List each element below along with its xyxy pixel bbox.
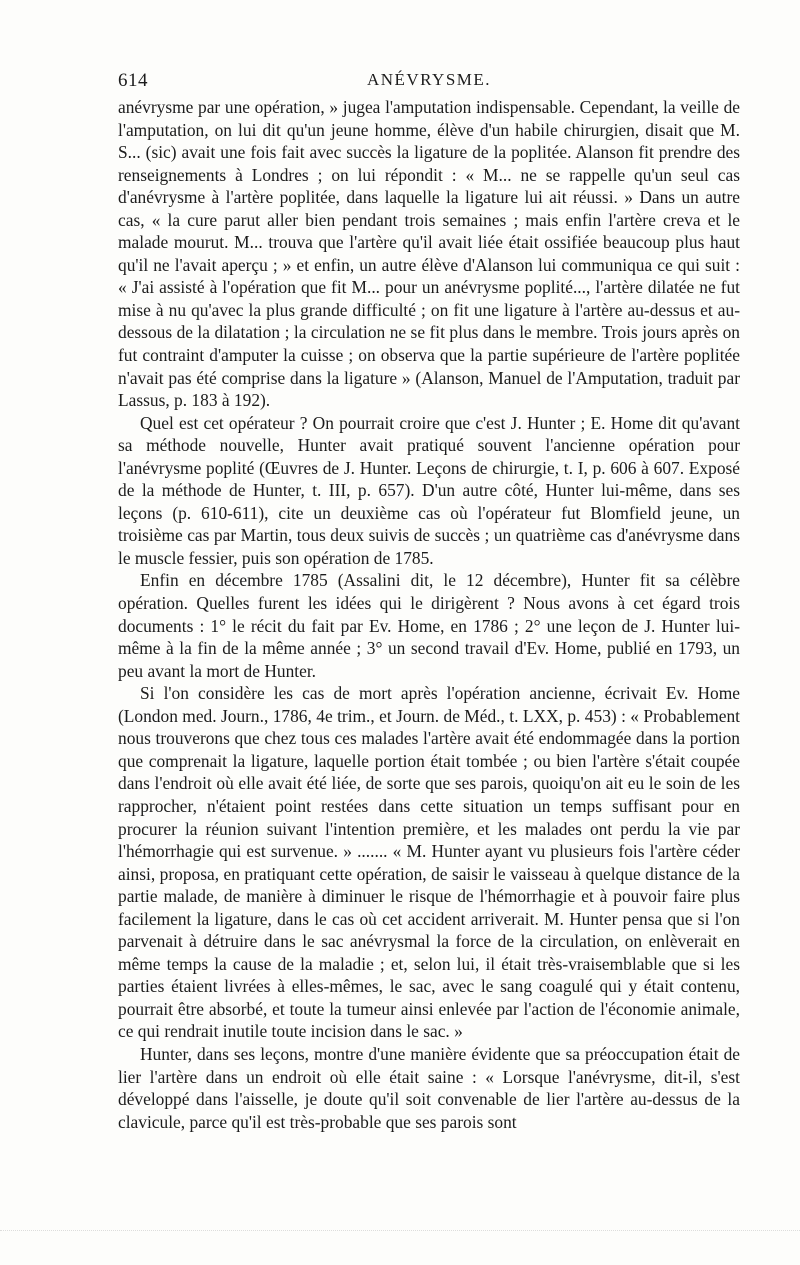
scan-speckle-line bbox=[0, 1230, 800, 1232]
page-number: 614 bbox=[118, 70, 148, 91]
paragraph-5: Hunter, dans ses leçons, montre d'une manière évidente que sa préoccupation était de lier l'artère dans un endroit où elle était saine : « Lorsque l'anévrysme, dit-il, s'est développé dans l'aisselle, je doute qu'il soit convenable de lier l'artère au-dessus de la clavicule, parce qu'il est très-probable que ses parois sont bbox=[118, 1043, 740, 1132]
paragraph-1: anévrysme par une opération, » jugea l'amputation indispensable. Cependant, la veille de l'amputation, on lui dit qu'un jeune homme, élève d'un habile chirurgien, disait que M. S... (sic) avait une fois fait avec succès la ligature de la poplitée. Alanson fit prendre des renseignements à Londres ; on lui répondit : « M... ne se rappelle qu'un seul cas d'anévrysme à l'artère poplitée, dans laquelle la ligature lui ait réussi. » Dans un autre cas, « la cure parut aller bien pendant trois semaines ; mais enfin l'artère creva et le malade mourut. M... trouva que l'artère qu'il avait liée était ossifiée beaucoup plus haut qu'il ne l'avait aperçu ; » et enfin, un autre élève d'Alanson lui communiqua ce qui suit : « J'ai assisté à l'opération que fit M... pour un anévrysme poplité..., l'artère dilatée ne fut mise à nu qu'avec la plus grande difficulté ; on fit une ligature à l'artère au-dessus et au-dessous de la dilatation ; la circulation ne se fit plus dans le membre. Trois jours après on fut contraint d'amputer la cuisse ; on observa que la partie supérieure de l'artère poplitée n'avait pas été comprise dans la ligature » (Alanson, Manuel de l'Amputation, traduit par Lassus, p. 183 à 192). bbox=[118, 97, 740, 411]
running-title: ANÉVRYSME. bbox=[366, 70, 492, 89]
body-text bbox=[118, 96, 740, 1133]
paragraph-4: Si l'on considère les cas de mort après l'opération ancienne, écrivait Ev. Home (London med. Journ., 1786, 4e trim., et Journ. de Méd., t. LXX, p. 453) : « Probablement nous trouverons que chez tous ces malades l'artère avait été endommagée dans la portion que comprenait la ligature, laquelle portion était tombée ; ou bien l'artère s'était coupée dans l'endroit où elle avait été liée, de sorte que ses parois, quoiqu'on ait eu le soin de les rapprocher, n'étaient point restées dans cette situation un temps suffisant pour en procurer la réunion suivant l'intention première, et les malades ont perdu la vie par l'hémorrhagie qui est survenue. » ....... « M. Hunter ayant vu plusieurs fois l'artère céder ainsi, proposa, en pratiquant cette opération, de saisir le vaisseau à quelque distance de la partie malade, de manière à diminuer le risque de l'hémorrhagie et à pouvoir faire plus facilement la ligature, dans le cas où cet accident arriverait. M. Hunter pensa que si l'on parvenait à détruire dans le sac anévrysmal la force de la circulation, on enlèverait en même temps la cause de la maladie ; et, selon lui, il était très-vraisemblable que si les parties étaient livrées à elles-mêmes, le sac, avec le sang coagulé qui y était contenu, pourrait être absorbé, et toute la tumeur ainsi enlevée par l'action de l'économie animale, ce qui rendrait inutile toute incision dans le sac. » bbox=[118, 683, 740, 1042]
paragraph-2: Quel est cet opérateur ? On pourrait croire que c'est J. Hunter ; E. Home dit qu'avant sa méthode nouvelle, Hunter avait pratiqué souvent l'ancienne opération pour l'anévrysme poplité (Œuvres de J. Hunter. Leçons de chirurgie, t. I, p. 606 à 607. Exposé de la méthode de Hunter, t. III, p. 657). D'un autre côté, Hunter lui-même, dans ses leçons (p. 610-611), cite un deuxième cas où l'opérateur fut Blomfield jeune, un troisième cas par Martin, tous deux suivis de succès ; un quatrième cas d'anévrysme dans le muscle fessier, puis son opération de 1785. bbox=[118, 412, 740, 568]
paragraph-3: Enfin en décembre 1785 (Assalini dit, le 12 décembre), Hunter fit sa célèbre opération. Quelles furent les idées qui le dirigèrent ? Nous avons à cet égard trois documents : 1° le récit du fait par Ev. Home, en 1786 ; 2° une leçon de J. Hunter lui-même à la fin de la même année ; 3° un second travail d'Ev. Home, publié en 1793, un peu avant la mort de Hunter. bbox=[118, 570, 740, 681]
